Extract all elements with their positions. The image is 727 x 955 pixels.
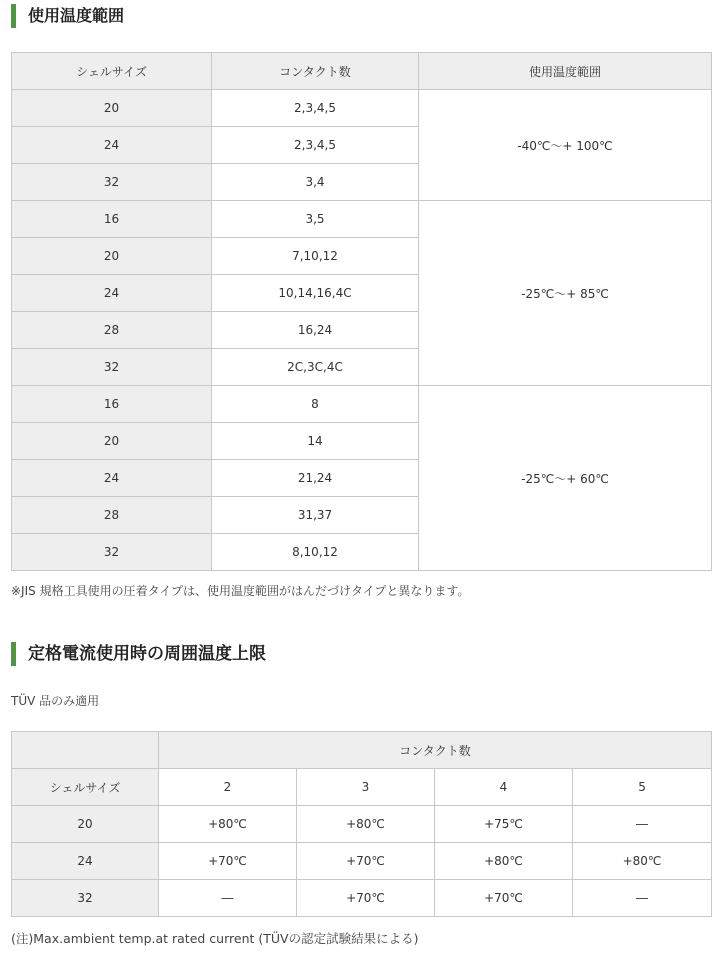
contacts-cell: 3,4 [212, 164, 419, 201]
header-shell-size: シェルサイズ [12, 53, 212, 90]
header-contact-5: 5 [573, 769, 712, 806]
contacts-cell: 14 [212, 423, 419, 460]
temp-range-cell: -40℃～+ 100℃ [419, 90, 712, 201]
temp-cell: +80℃ [435, 843, 573, 880]
header-contacts-group: コンタクト数 [159, 732, 712, 769]
shell-size-cell: 20 [12, 806, 159, 843]
temp-cell: +70℃ [435, 880, 573, 917]
temp-range-cell: -25℃～+ 60℃ [419, 386, 712, 571]
header-contact-3: 3 [297, 769, 435, 806]
max-ambient-temp-table [11, 731, 712, 917]
shell-size-cell: 20 [12, 238, 212, 275]
shell-size-cell: 16 [12, 386, 212, 423]
shell-size-cell: 24 [12, 127, 212, 164]
table-row [12, 201, 712, 238]
table-row [12, 90, 712, 127]
contacts-cell: 10,14,16,4C [212, 275, 419, 312]
temp-cell: ― [159, 880, 297, 917]
temp-cell: ― [573, 880, 712, 917]
section-title-max-ambient: 定格電流使用時の周囲温度上限 [11, 642, 266, 666]
shell-size-cell: 16 [12, 201, 212, 238]
temp-cell: +70℃ [159, 843, 297, 880]
shell-size-cell: 24 [12, 843, 159, 880]
contacts-cell: 7,10,12 [212, 238, 419, 275]
contacts-cell: 8 [212, 386, 419, 423]
table-row [12, 806, 712, 843]
contacts-cell: 3,5 [212, 201, 419, 238]
footnote-operating-temp: ※JIS 規格工具使用の圧着タイプは、使用温度範囲がはんだづけタイプと異なります。 [11, 584, 470, 598]
shell-size-cell: 24 [12, 460, 212, 497]
contacts-cell: 21,24 [212, 460, 419, 497]
tuv-subtitle: TÜV 品のみ適用 [11, 694, 100, 708]
shell-size-cell: 20 [12, 90, 212, 127]
header-contact-2: 2 [159, 769, 297, 806]
shell-size-cell: 24 [12, 275, 212, 312]
shell-size-cell: 28 [12, 312, 212, 349]
temp-cell: +75℃ [435, 806, 573, 843]
shell-size-cell: 32 [12, 880, 159, 917]
contacts-cell: 2,3,4,5 [212, 90, 419, 127]
table-row [12, 843, 712, 880]
contacts-cell: 31,37 [212, 497, 419, 534]
temp-cell: +70℃ [297, 880, 435, 917]
table-row [12, 880, 712, 917]
shell-size-cell: 20 [12, 423, 212, 460]
temp-cell: +80℃ [573, 843, 712, 880]
contacts-cell: 16,24 [212, 312, 419, 349]
section-title-operating-temp: 使用温度範囲 [11, 4, 124, 28]
header-temp-range: 使用温度範囲 [419, 53, 712, 90]
footnote-max-ambient: (注)Max.ambient temp.at rated current (TÜVの認定試験結果による) [11, 931, 419, 946]
empty-corner-cell [12, 732, 159, 769]
temp-cell: +80℃ [297, 806, 435, 843]
temp-cell: ― [573, 806, 712, 843]
temp-cell: +70℃ [297, 843, 435, 880]
shell-size-cell: 32 [12, 349, 212, 386]
table-row [12, 386, 712, 423]
contacts-cell: 2C,3C,4C [212, 349, 419, 386]
operating-temp-table [11, 52, 712, 571]
contacts-cell: 2,3,4,5 [212, 127, 419, 164]
shell-size-cell: 28 [12, 497, 212, 534]
temp-cell: +80℃ [159, 806, 297, 843]
contacts-cell: 8,10,12 [212, 534, 419, 571]
header-contact-4: 4 [435, 769, 573, 806]
temp-range-cell: -25℃～+ 85℃ [419, 201, 712, 386]
header-shell-size: シェルサイズ [12, 769, 159, 806]
shell-size-cell: 32 [12, 164, 212, 201]
shell-size-cell: 32 [12, 534, 212, 571]
header-contacts: コンタクト数 [212, 53, 419, 90]
